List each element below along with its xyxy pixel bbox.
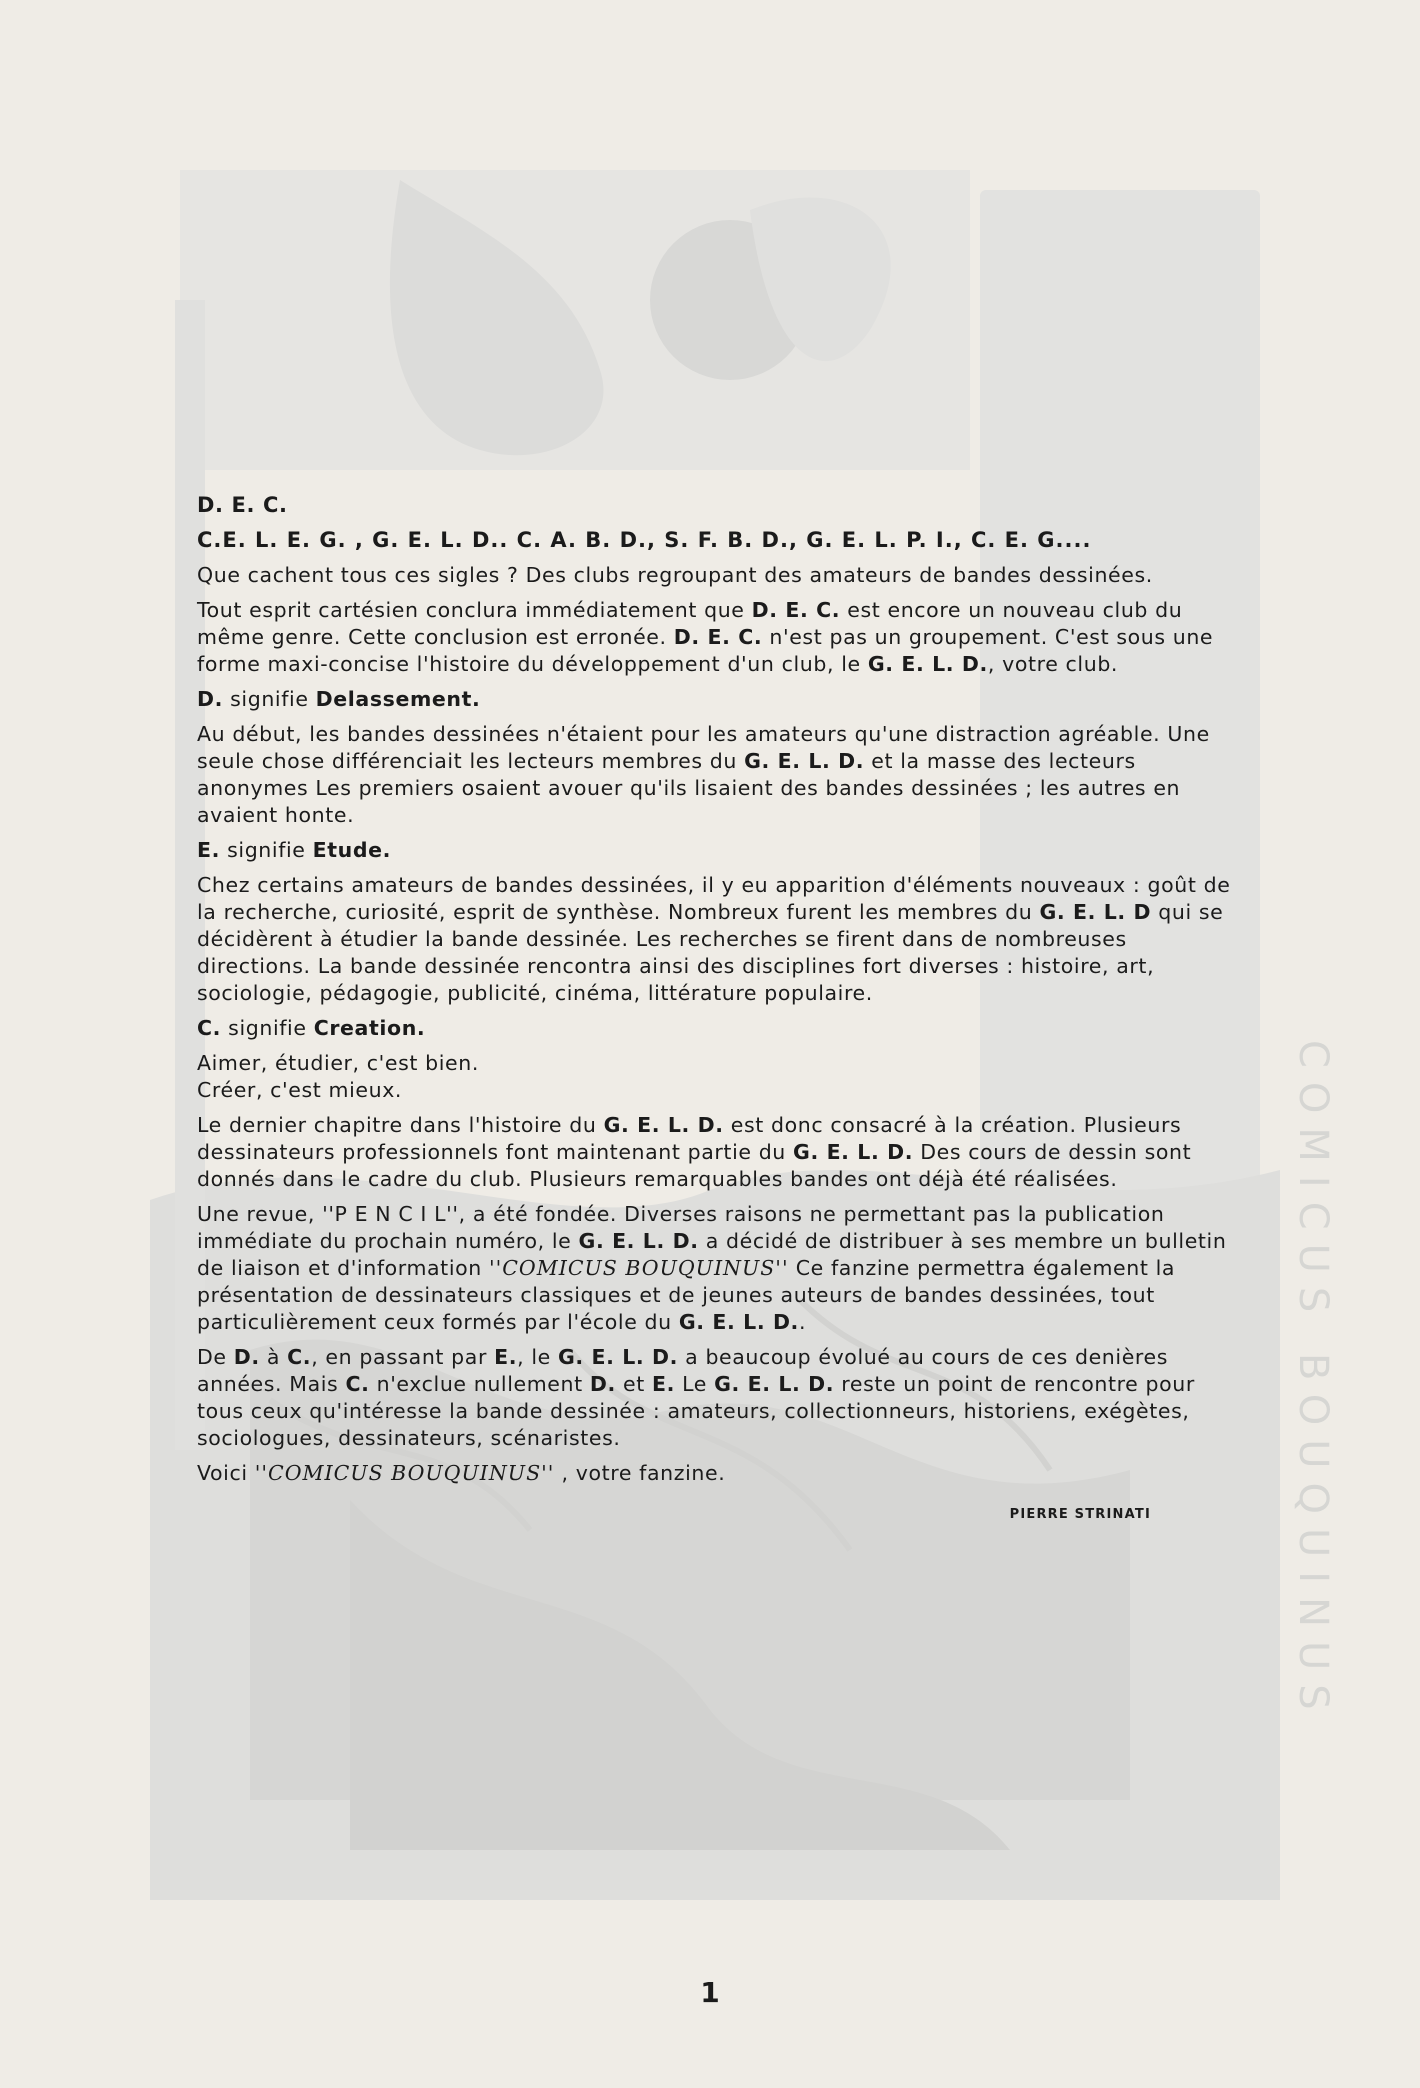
paragraph-1: Tout esprit cartésien conclura immédiatement que D. E. C. est encore un nouveau club du même genre. Cette conclusion est erronée. D. E. C. n'est pas un groupement. C'est sous une forme maxi-concise l'histoire du développement d'un club, le G. E. L. D., votre club. bbox=[197, 598, 1214, 676]
paragraph-8: Voici ''COMICUS BOUQUINUS'' , votre fanzine. bbox=[197, 1461, 726, 1485]
paragraph-6: Une revue, ''P E N C I L'', a été fondée. Diverses raisons ne permettant pas la publication immédiate du prochain numéro, le G. E. L. D. a décidé de distribuer à ses membre un bulletin de liaison et d'information ''COMICUS BOUQUINUS'' Ce fanzine permettra également la présentation de dessinateurs classiques et de jeunes auteurs de bandes dessinées, tout particulièrement ceux formés par l'école du G. E. L. D.. bbox=[197, 1202, 1227, 1334]
section-e-title: E. signifie Etude. bbox=[197, 838, 392, 862]
page-number: 1 bbox=[700, 1976, 720, 2009]
paragraph-7: De D. à C., en passant par E., le G. E. L. D. a beaucoup évolué au cours de ces denières années. Mais C. n'exclue nullement D. et E. Le G. E. L. D. reste un point de rencontre pour tous ceux qu'intéresse la bande dessinée : amateurs, collectionneurs, historiens, exégètes, sociologues, dessinateurs, scénaristes. bbox=[197, 1345, 1195, 1450]
article-body bbox=[197, 492, 1247, 1528]
paragraph-5: Le dernier chapitre dans l'histoire du G. E. L. D. est donc consacré à la création. Plusieurs dessinateurs professionnels font maintenant partie du G. E. L. D. Des cours de dessin sont donnés dans le cadre du club. Plusieurs remarquables bandes ont déjà été réalisées. bbox=[197, 1113, 1192, 1191]
paragraph-4: Aimer, étudier, c'est bien. Créer, c'est mieux. bbox=[197, 1051, 479, 1102]
sigles-line: C.E. L. E. G. , G. E. L. D.. C. A. B. D., S. F. B. D., G. E. L. P. I., C. E. G.... bbox=[197, 528, 1092, 552]
paragraph-3: Chez certains amateurs de bandes dessinées, il y eu apparition d'éléments nouveaux : goût de la recherche, curiosité, esprit de synthèse. Nombreux furent les membres du G. E. L. D qui se décidèrent à étudier la bande dessinée. Les recherches se firent dans de nombreuses directions. La bande dessinée rencontra ainsi des disciplines fort diverses : histoire, art, sociologie, pédagogie, publicité, cinéma, littérature populaire. bbox=[197, 873, 1231, 1005]
intro-question: Que cachent tous ces sigles ? Des clubs regroupant des amateurs de bandes dessinées. bbox=[197, 563, 1153, 587]
section-c-title: C. signifie Creation. bbox=[197, 1016, 426, 1040]
author-signature: PIERRE STRINATI bbox=[1009, 1507, 1151, 1522]
section-d-title: D. signifie Delassement. bbox=[197, 687, 481, 711]
watermark-title: COMICUS BOUQUINUS bbox=[1290, 1040, 1336, 1724]
article-title: D. E. C. bbox=[197, 493, 288, 517]
paragraph-2: Au début, les bandes dessinées n'étaient pour les amateurs qu'une distraction agréable. Une seule chose différenciait les lecteurs membres du G. E. L. D. et la masse des lecteurs anonymes Les premiers osaient avouer qu'ils lisaient des bandes dessinées ; les autres en avaient honte. bbox=[197, 722, 1210, 827]
